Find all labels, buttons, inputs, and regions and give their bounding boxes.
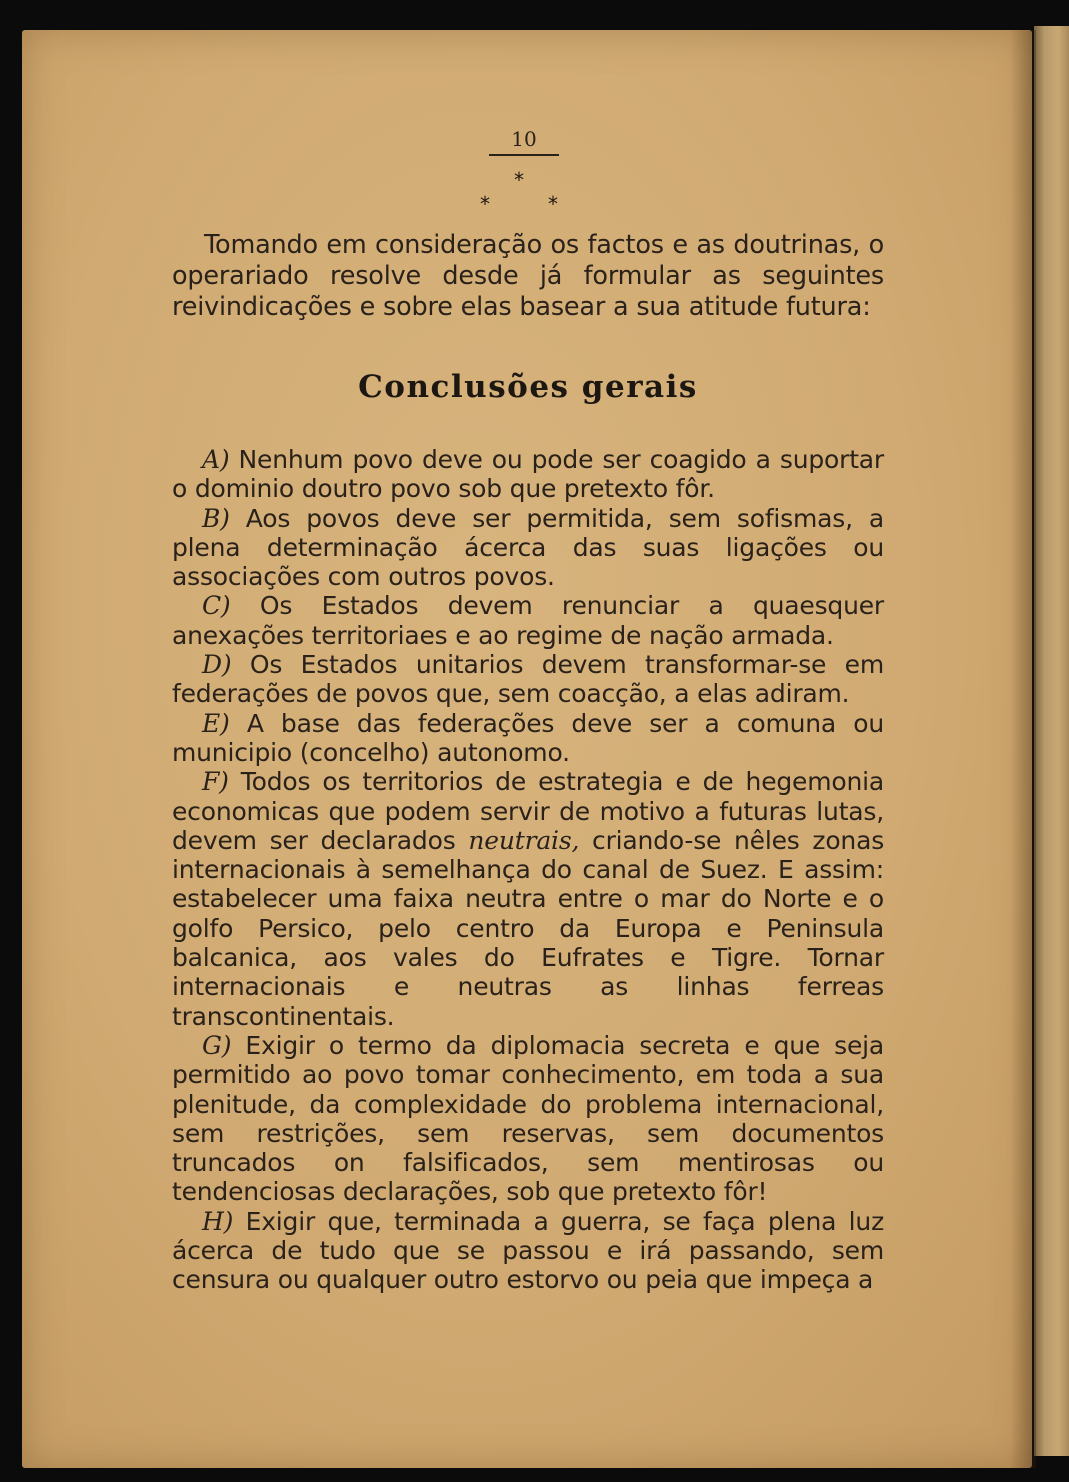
clause-text: A base das federações deve ser a comuna ou municipio (concelho) autonomo. — [172, 708, 884, 767]
section-heading: Conclusões gerais — [358, 369, 698, 405]
page-number: 10 — [511, 127, 537, 151]
clause-d — [172, 650, 884, 709]
clause-f — [172, 767, 884, 1031]
clause-e — [172, 709, 884, 768]
clause-c — [172, 591, 884, 650]
asterism-star-left: * — [480, 192, 490, 216]
clause-letter: H) — [202, 1206, 234, 1236]
clause-a — [172, 445, 884, 504]
asterism-ornament — [172, 166, 884, 222]
page-number-rule — [489, 154, 559, 156]
clause-text — [172, 767, 884, 1030]
clause-text: Os Estados unitarios devem transformar-se em federações de povos que, sem coacção, a elas adiram. — [172, 650, 884, 709]
clause-text-after: criando-se nêles zonas internacionais à semelhança do canal de Suez. E assim: estabelecer uma faixa neutra entre o mar do Norte e o golfo Persico, pelo centro da Europa e Peninsula balcanica, aos vales do Eufrates e Tigre. Tornar internacionais e neutras as linhas ferreas transcontinentais. — [172, 825, 885, 1031]
asterism-star-top: * — [514, 168, 524, 192]
clause-letter: G) — [202, 1030, 232, 1060]
clause-g — [172, 1031, 884, 1207]
clause-emphasis: neutrais, — [468, 825, 580, 855]
gutter-shadow — [1010, 30, 1036, 1468]
page-text — [172, 128, 884, 1295]
clause-letter: E) — [202, 708, 230, 738]
clause-text: Os Estados devem renunciar a quaesquer anexações territoriaes e ao regime de nação armada. — [172, 591, 884, 650]
clause-letter: B) — [202, 503, 230, 533]
clause-letter: C) — [202, 591, 231, 621]
clause-text-before: Todos os territorios de estrategia e de hegemonia economicas que podem servir de motivo a futuras lutas, devem ser declarados — [172, 767, 884, 855]
clause-letter: A) — [202, 445, 230, 474]
clause-b — [172, 504, 884, 592]
clause-letter: D) — [202, 650, 232, 680]
facing-page-edge — [1034, 26, 1069, 1456]
clause-h — [172, 1207, 884, 1295]
clause-letter: F) — [202, 767, 229, 797]
intro-paragraph: Tomando em consideração os factos e as doutrinas, o operariado resolve desde já formular as seguintes reivindicações e sobre elas basear a sua atitude futura: — [172, 230, 884, 322]
asterism-star-right: * — [548, 192, 558, 216]
clause-text: Exigir que, terminada a guerra, se faça plena luz ácerca de tudo que se passou e irá passando, sem censura ou qualquer outro estorvo ou peia que impeça a — [172, 1206, 884, 1295]
clause-text: Exigir o termo da diplomacia secreta e que seja permitido ao povo tomar conhecimento, em toda a sua plenitude, da complexidade do problema internacional, sem restrições, sem reservas, sem documentos truncados on falsificados, sem mentirosas ou tendenciosas declarações, sob que pretexto fôr! — [172, 1030, 884, 1207]
clause-text: Aos povos deve ser permitida, sem sofismas, a plena determinação ácerca das suas ligações ou associações com outros povos. — [172, 503, 885, 592]
clause-text: Nenhum povo deve ou pode ser coagido a suportar o dominio doutro povo sob que pretexto fôr. — [172, 445, 884, 504]
